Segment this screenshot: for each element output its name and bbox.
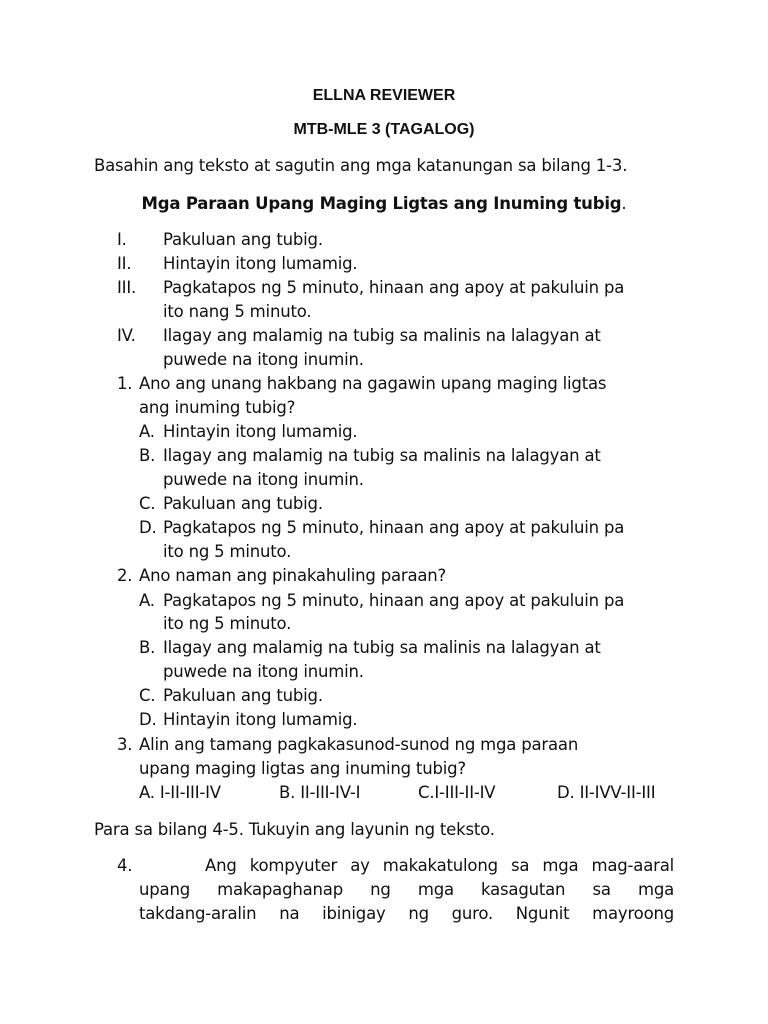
inline-choice: A. I-II-III-IV xyxy=(139,783,221,802)
step-line: Pagkatapos ng 5 minuto, hinaan ang apoy at pakuluin pa xyxy=(163,278,625,297)
step-numeral: IV. xyxy=(117,326,136,345)
choice-text: Ilagay ang malamig na tubig sa malinis na lalagyan at xyxy=(163,638,601,657)
choice-text: ito ng 5 minuto. xyxy=(163,614,292,633)
question-text: Ano naman ang pinakahuling paraan? xyxy=(139,566,447,585)
choice-text: Hintayin itong lumamig. xyxy=(163,422,358,441)
choice-text: Pakuluan ang tubig. xyxy=(163,494,323,513)
inline-choice: B. II-III-IV-I xyxy=(279,783,361,802)
passage-title-text: Mga Paraan Upang Maging Ligtas ang Inuming tubig xyxy=(141,194,622,213)
choice-text: puwede na itong inumin. xyxy=(163,662,364,681)
passage-title-period: . xyxy=(621,194,627,213)
passage-title xyxy=(0,194,768,213)
step-line: Hintayin itong lumamig. xyxy=(163,254,358,273)
instruction-2: Para sa bilang 4-5. Tukuyin ang layunin ng teksto. xyxy=(94,820,495,839)
choice-text: Pagkatapos ng 5 minuto, hinaan ang apoy at pakuluin pa xyxy=(163,591,625,610)
inline-choice: D. II-IVV-II-III xyxy=(557,783,656,802)
choice-letter: B. xyxy=(139,446,156,465)
choice-text: Pakuluan ang tubig. xyxy=(163,686,323,705)
choice-letter: A. xyxy=(139,591,155,610)
choice-text: Hintayin itong lumamig. xyxy=(163,710,358,729)
choice-text: Ilagay ang malamig na tubig sa malinis na lalagyan at xyxy=(163,446,601,465)
step-line: Ilagay ang malamig na tubig sa malinis na lalagyan at xyxy=(163,326,601,345)
document-title: ELLNA REVIEWER xyxy=(312,87,456,104)
question-number: 2. xyxy=(117,566,133,585)
instruction-1: Basahin ang teksto at sagutin ang mga katanungan sa bilang 1-3. xyxy=(94,156,628,175)
step-numeral: II. xyxy=(117,254,132,273)
question-text: Ano ang unang hakbang na gagawin upang maging ligtas xyxy=(139,374,607,393)
choice-letter: D. xyxy=(139,518,157,537)
step-numeral: III. xyxy=(117,278,137,297)
question-text: upang makapaghanap ng mga kasagutan sa mga xyxy=(139,880,674,899)
question-text: Alin ang tamang pagkakasunod-sunod ng mga paraan xyxy=(139,735,579,754)
step-line: Pakuluan ang tubig. xyxy=(163,230,323,249)
question-number: 4. xyxy=(117,856,133,875)
question-text: ang inuming tubig? xyxy=(139,398,296,417)
choice-letter: C. xyxy=(139,686,156,705)
step-line: puwede na itong inumin. xyxy=(163,350,364,369)
choice-text: ito ng 5 minuto. xyxy=(163,542,292,561)
question-text: upang maging ligtas ang inuming tubig? xyxy=(139,759,466,778)
choice-letter: A. xyxy=(139,422,155,441)
document-subtitle: MTB-MLE 3 (TAGALOG) xyxy=(293,121,475,138)
question-number: 1. xyxy=(117,374,133,393)
choice-letter: B. xyxy=(139,638,156,657)
step-line: ito nang 5 minuto. xyxy=(163,302,312,321)
choice-letter: D. xyxy=(139,710,157,729)
choice-letter: C. xyxy=(139,494,156,513)
choice-text: Pagkatapos ng 5 minuto, hinaan ang apoy at pakuluin pa xyxy=(163,518,625,537)
step-numeral: I. xyxy=(117,230,127,249)
question-text: takdang-aralin na ibinigay ng guro. Ngunit mayroong xyxy=(139,904,674,923)
question-number: 3. xyxy=(117,735,133,754)
question-text: Ang kompyuter ay makakatulong sa mga mag-aaral xyxy=(205,856,674,875)
inline-choice: C.I-III-II-IV xyxy=(418,783,496,802)
choice-text: puwede na itong inumin. xyxy=(163,470,364,489)
